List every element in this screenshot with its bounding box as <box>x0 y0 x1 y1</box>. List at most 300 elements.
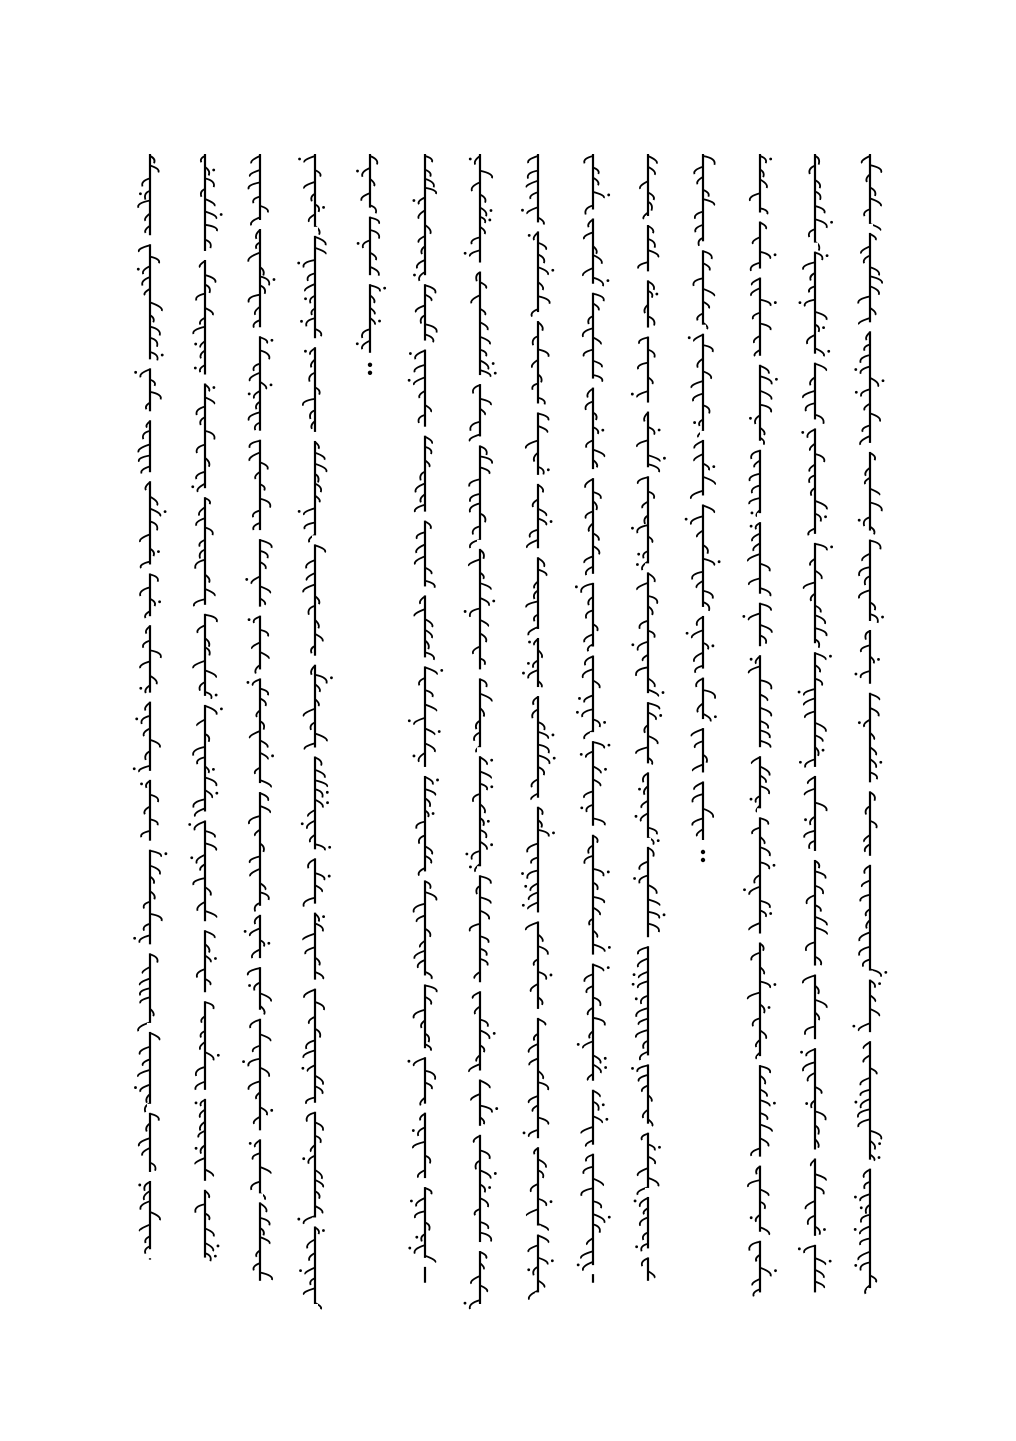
glyph-stroke <box>315 1206 323 1213</box>
glyph-dot <box>773 1102 776 1105</box>
word-gap <box>590 1145 596 1154</box>
glyph-dot <box>302 1157 305 1160</box>
glyph-stroke <box>197 445 205 454</box>
glyph-stroke <box>760 564 770 572</box>
glyph-stroke <box>303 934 315 940</box>
glyph-stroke <box>140 1225 150 1231</box>
glyph-dot <box>693 421 696 424</box>
glyph-stroke <box>205 778 216 787</box>
glyph-stroke <box>139 1138 150 1146</box>
word-gap <box>312 980 318 989</box>
glyph-stroke <box>193 878 205 885</box>
glyph-dot <box>270 383 273 386</box>
glyph-stroke <box>414 904 425 913</box>
glyph-stroke <box>648 924 659 933</box>
glyph-stroke <box>140 979 150 986</box>
glyph-dot <box>658 1146 661 1149</box>
glyph-stroke <box>480 456 492 463</box>
glyph-stroke <box>305 284 315 291</box>
glyph-stroke <box>138 201 150 208</box>
glyph-stroke <box>150 338 157 347</box>
glyph-stroke <box>593 944 605 951</box>
glyph-stroke <box>638 642 648 651</box>
glyph-stroke <box>593 1214 605 1223</box>
word-gap <box>257 607 263 616</box>
word-gap <box>535 687 541 696</box>
word-gap <box>367 275 373 284</box>
glyph-stroke <box>205 225 217 231</box>
glyph-stroke <box>648 885 657 894</box>
text-line-glyphs <box>740 150 780 1310</box>
glyph-stroke <box>480 1106 492 1113</box>
glyph-dot <box>603 721 606 724</box>
word-gap <box>867 1032 873 1041</box>
glyph-stroke <box>639 862 648 870</box>
glyph-stroke <box>760 901 770 908</box>
word-gap <box>757 513 763 522</box>
glyph-stroke <box>648 703 659 709</box>
glyph-stroke <box>480 897 491 903</box>
glyph-stroke <box>870 198 881 206</box>
text-line <box>130 150 170 1310</box>
word-gap <box>645 693 651 702</box>
glyph-stroke <box>859 1023 870 1031</box>
glyph-dot <box>212 768 215 771</box>
glyph-stroke <box>415 1245 425 1254</box>
word-gap <box>535 629 541 638</box>
glyph-dot <box>854 1264 857 1267</box>
glyph-dot <box>194 343 197 346</box>
glyph-stroke <box>252 950 260 959</box>
glyph-stroke <box>150 650 161 658</box>
glyph-stroke <box>315 464 326 472</box>
glyph-stroke <box>648 899 660 905</box>
glyph-stroke <box>304 523 315 530</box>
glyph-stroke <box>815 653 826 660</box>
word-gap <box>757 747 763 756</box>
glyph-dot <box>356 342 359 345</box>
glyph-stroke <box>695 741 703 748</box>
glyph-stroke <box>362 168 370 177</box>
glyph-stroke <box>584 791 593 797</box>
glyph-stroke <box>528 902 538 909</box>
glyph-stroke <box>585 479 593 488</box>
word-gap <box>867 531 873 540</box>
glyph-stroke <box>205 178 214 187</box>
glyph-stroke <box>251 576 260 583</box>
glyph-stroke <box>140 1047 150 1055</box>
glyph-stroke <box>805 711 815 717</box>
glyph-stroke <box>636 747 648 753</box>
glyph-dot <box>215 694 218 697</box>
word-gap <box>867 782 873 791</box>
glyph-stroke <box>538 745 549 754</box>
glyph-stroke <box>752 486 760 494</box>
glyph-stroke <box>315 1180 323 1187</box>
glyph-dot <box>413 755 416 758</box>
glyph-stroke <box>528 1245 538 1252</box>
glyph-stroke <box>195 1204 205 1212</box>
glyph-stroke <box>870 165 881 173</box>
glyph-stroke <box>249 295 260 303</box>
glyph-stroke <box>303 260 315 268</box>
glyph-dot <box>635 1245 638 1248</box>
glyph-stroke <box>805 300 815 307</box>
glyph-stroke <box>870 378 878 387</box>
glyph-stroke <box>861 1099 870 1108</box>
word-gap <box>147 1104 153 1113</box>
glyph-stroke <box>538 243 546 250</box>
glyph-dot <box>718 560 721 563</box>
glyph-stroke <box>260 1034 271 1041</box>
glyph-stroke <box>196 855 205 864</box>
glyph-dot <box>297 262 300 265</box>
glyph-stroke <box>260 1273 272 1281</box>
glyph-stroke <box>860 1078 870 1085</box>
glyph-dot <box>822 749 825 752</box>
glyph-stroke <box>752 534 760 542</box>
glyph-dot <box>878 1142 881 1145</box>
glyph-dot <box>774 1269 777 1272</box>
word-gap <box>422 871 428 880</box>
glyph-stroke <box>815 1282 824 1288</box>
word-gap <box>367 208 373 217</box>
glyph-dot <box>749 417 752 420</box>
glyph-stroke <box>205 589 215 596</box>
glyph-stroke <box>815 615 825 624</box>
glyph-dot <box>547 468 550 471</box>
glyph-dot <box>436 779 439 782</box>
word-gap <box>257 327 263 336</box>
glyph-stroke <box>760 741 770 748</box>
glyph-dot <box>190 856 193 859</box>
glyph-stroke <box>307 821 315 829</box>
word-gap <box>422 427 428 436</box>
glyph-dot <box>855 1101 858 1104</box>
glyph-stroke <box>303 585 315 593</box>
glyph-stroke <box>307 1240 315 1249</box>
word-gap <box>535 403 541 412</box>
glyph-dot <box>432 812 435 815</box>
glyph-stroke <box>250 1020 260 1028</box>
word-gap <box>645 1248 651 1257</box>
word-gap <box>477 982 483 991</box>
glyph-stroke <box>205 1052 214 1060</box>
glyph-dot <box>631 643 634 646</box>
glyph-stroke <box>529 1130 538 1137</box>
glyph-stroke <box>425 892 436 900</box>
glyph-stroke <box>480 1030 490 1039</box>
glyph-dot <box>408 1247 411 1250</box>
glyph-stroke <box>860 1090 870 1096</box>
glyph-stroke <box>470 924 480 931</box>
glyph-stroke <box>815 454 824 462</box>
glyph-stroke <box>870 267 879 275</box>
glyph-stroke <box>805 1027 815 1035</box>
glyph-dot <box>637 553 640 556</box>
word-gap <box>812 1236 818 1245</box>
glyph-stroke <box>815 1270 824 1278</box>
glyph-stroke <box>861 645 870 652</box>
glyph-stroke <box>415 484 425 493</box>
glyph-stroke <box>150 866 160 875</box>
glyph-dot <box>602 1103 605 1106</box>
word-gap <box>312 338 318 347</box>
glyph-stroke <box>252 642 260 648</box>
glyph-dot <box>550 520 553 523</box>
word-gap <box>477 1126 483 1135</box>
glyph-stroke <box>260 652 269 659</box>
glyph-dot <box>685 518 688 521</box>
glyph-stroke <box>425 1071 435 1080</box>
word-gap <box>257 958 263 967</box>
text-line <box>460 150 500 1310</box>
glyph-dot <box>413 274 416 277</box>
glyph-stroke <box>414 718 425 725</box>
glyph-stroke <box>860 367 870 374</box>
glyph-stroke <box>260 1068 269 1077</box>
glyph-stroke <box>582 709 593 717</box>
glyph-stroke <box>807 429 815 437</box>
glyph-stroke <box>197 720 205 726</box>
word-gap <box>590 379 596 388</box>
glyph-dot <box>490 785 493 788</box>
word-gap <box>147 359 153 368</box>
word-gap <box>645 271 651 280</box>
word-gap <box>257 669 263 678</box>
glyph-stroke <box>415 1211 425 1218</box>
glyph-stroke <box>140 661 150 668</box>
glyph-stroke <box>584 350 593 357</box>
glyph-stroke <box>637 440 648 446</box>
glyph-dot <box>884 971 887 974</box>
glyph-stroke <box>751 288 760 296</box>
glyph-stroke <box>815 803 827 812</box>
glyph-stroke <box>694 454 703 461</box>
text-line <box>683 150 723 1310</box>
glyph-dot <box>249 1142 252 1145</box>
glyph-stroke <box>538 1258 548 1265</box>
glyph-stroke <box>538 519 546 526</box>
glyph-dot <box>464 252 467 255</box>
glyph-stroke <box>139 245 150 252</box>
glyph-stroke <box>250 928 260 936</box>
word-gap <box>645 937 651 946</box>
glyph-stroke <box>804 1246 815 1253</box>
glyph-stroke <box>480 694 492 702</box>
glyph-dot <box>356 170 359 173</box>
glyph-stroke <box>805 1201 815 1209</box>
glyph-stroke <box>750 193 760 201</box>
glyph-dot <box>244 930 247 933</box>
glyph-dot <box>488 219 491 222</box>
glyph-stroke <box>416 822 425 829</box>
word-gap <box>202 992 208 1001</box>
text-line-glyphs <box>405 150 445 1310</box>
glyph-dot <box>528 234 531 237</box>
glyph-stroke <box>260 753 268 760</box>
glyph-stroke <box>641 813 648 821</box>
glyph-stroke <box>205 911 216 917</box>
glyph-dot <box>304 350 307 353</box>
glyph-stroke <box>753 1018 760 1026</box>
glyph-stroke <box>703 506 714 513</box>
glyph-stroke <box>584 695 593 702</box>
glyph-stroke <box>315 248 326 254</box>
word-gap <box>257 431 263 440</box>
glyph-stroke <box>648 828 657 835</box>
glyph-stroke <box>808 1073 815 1081</box>
glyph-stroke <box>593 492 601 499</box>
glyph-stroke <box>527 844 538 853</box>
word-gap <box>700 607 706 616</box>
word-gap <box>202 811 208 820</box>
glyph-stroke <box>861 389 870 396</box>
glyph-dot <box>493 1032 496 1035</box>
glyph-dot <box>804 818 807 821</box>
glyph-dot <box>550 974 553 977</box>
glyph-dot <box>522 672 525 675</box>
glyph-stroke <box>648 156 657 164</box>
glyph-stroke <box>870 413 880 421</box>
glyph-stroke <box>538 830 549 837</box>
glyph-stroke <box>480 171 492 178</box>
glyph-stroke <box>308 1065 315 1071</box>
glyph-stroke <box>480 467 490 473</box>
glyph-stroke <box>861 246 870 253</box>
word-gap <box>590 209 596 218</box>
glyph-stroke <box>260 540 272 548</box>
glyph-dot <box>659 714 662 717</box>
text-line <box>740 150 780 1310</box>
glyph-stroke <box>260 551 268 558</box>
glyph-stroke <box>140 988 150 995</box>
word-gap <box>757 1056 763 1065</box>
glyph-stroke <box>637 583 648 590</box>
glyph-stroke <box>760 405 771 413</box>
glyph-stroke <box>760 1125 772 1132</box>
word-gap <box>312 1103 318 1112</box>
glyph-stroke <box>584 556 593 562</box>
glyph-stroke <box>760 680 771 689</box>
word-gap <box>535 312 541 321</box>
glyph-dot <box>490 209 493 212</box>
glyph-stroke <box>417 260 425 268</box>
glyph-dot <box>638 788 641 791</box>
word-gap <box>147 944 153 953</box>
glyph-stroke <box>858 1109 870 1117</box>
glyph-dot <box>301 1067 304 1070</box>
word-gap <box>590 955 596 964</box>
glyph-stroke <box>593 1179 603 1186</box>
glyph-stroke <box>760 818 768 824</box>
glyph-stroke <box>753 237 760 244</box>
glyph-dot <box>217 1054 220 1057</box>
glyph-stroke <box>425 667 437 674</box>
glyph-stroke <box>760 767 770 776</box>
glyph-dot <box>829 1260 832 1263</box>
glyph-stroke <box>636 1008 648 1017</box>
glyph-dot <box>521 872 524 875</box>
glyph-stroke <box>870 1009 879 1016</box>
glyph-stroke <box>583 1167 593 1174</box>
glyph-stroke <box>150 509 160 517</box>
glyph-stroke <box>480 876 491 883</box>
word-gap <box>422 586 428 595</box>
glyph-stroke <box>150 327 160 336</box>
word-gap <box>645 1124 651 1133</box>
word-gap <box>812 243 818 252</box>
glyph-stroke <box>315 1076 323 1085</box>
word-gap <box>645 838 651 847</box>
glyph-stroke <box>205 308 213 315</box>
glyph-dot <box>663 913 666 916</box>
glyph-stroke <box>637 391 648 397</box>
glyph-stroke <box>638 262 648 268</box>
glyph-stroke <box>249 441 260 448</box>
glyph-stroke <box>142 1148 150 1156</box>
sentence-end-mark <box>368 363 372 367</box>
glyph-dot <box>469 866 472 869</box>
glyph-stroke <box>815 927 827 934</box>
glyph-dot <box>326 791 329 794</box>
glyph-stroke <box>248 968 260 975</box>
word-gap <box>867 322 873 331</box>
word-gap <box>477 375 483 384</box>
glyph-stroke <box>636 1030 648 1038</box>
glyph-stroke <box>150 352 158 360</box>
glyph-stroke <box>197 625 205 633</box>
word-gap <box>202 375 208 384</box>
glyph-stroke <box>253 1153 260 1159</box>
text-line-glyphs <box>350 150 390 1310</box>
glyph-stroke <box>415 505 425 512</box>
glyph-stroke <box>138 444 150 452</box>
glyph-dot <box>494 372 497 375</box>
glyph-stroke <box>150 819 158 825</box>
glyph-stroke <box>538 267 548 275</box>
glyph-stroke <box>815 1000 827 1008</box>
glyph-stroke <box>304 1288 315 1294</box>
glyph-dot <box>139 192 142 195</box>
word-gap <box>257 906 263 915</box>
text-line <box>795 150 835 1310</box>
glyph-stroke <box>703 199 714 205</box>
glyph-dot <box>273 278 276 281</box>
glyph-stroke <box>752 1279 760 1285</box>
glyph-dot <box>157 550 160 553</box>
text-line-glyphs <box>795 150 835 1310</box>
word-gap <box>590 647 596 656</box>
word-gap <box>202 1258 208 1267</box>
word-gap <box>867 684 873 693</box>
glyph-stroke <box>583 1041 593 1048</box>
glyph-stroke <box>760 862 769 869</box>
glyph-stroke <box>471 295 480 303</box>
glyph-stroke <box>752 757 760 763</box>
word-gap <box>312 656 318 665</box>
glyph-dot <box>750 798 753 801</box>
glyph-stroke <box>860 355 870 363</box>
word-gap <box>757 441 763 450</box>
glyph-stroke <box>638 959 648 968</box>
word-gap <box>147 693 153 702</box>
glyph-stroke <box>480 772 491 779</box>
word-gap <box>477 1304 483 1310</box>
text-line-glyphs <box>460 150 500 1310</box>
glyph-stroke <box>205 831 215 837</box>
glyph-stroke <box>703 251 712 259</box>
